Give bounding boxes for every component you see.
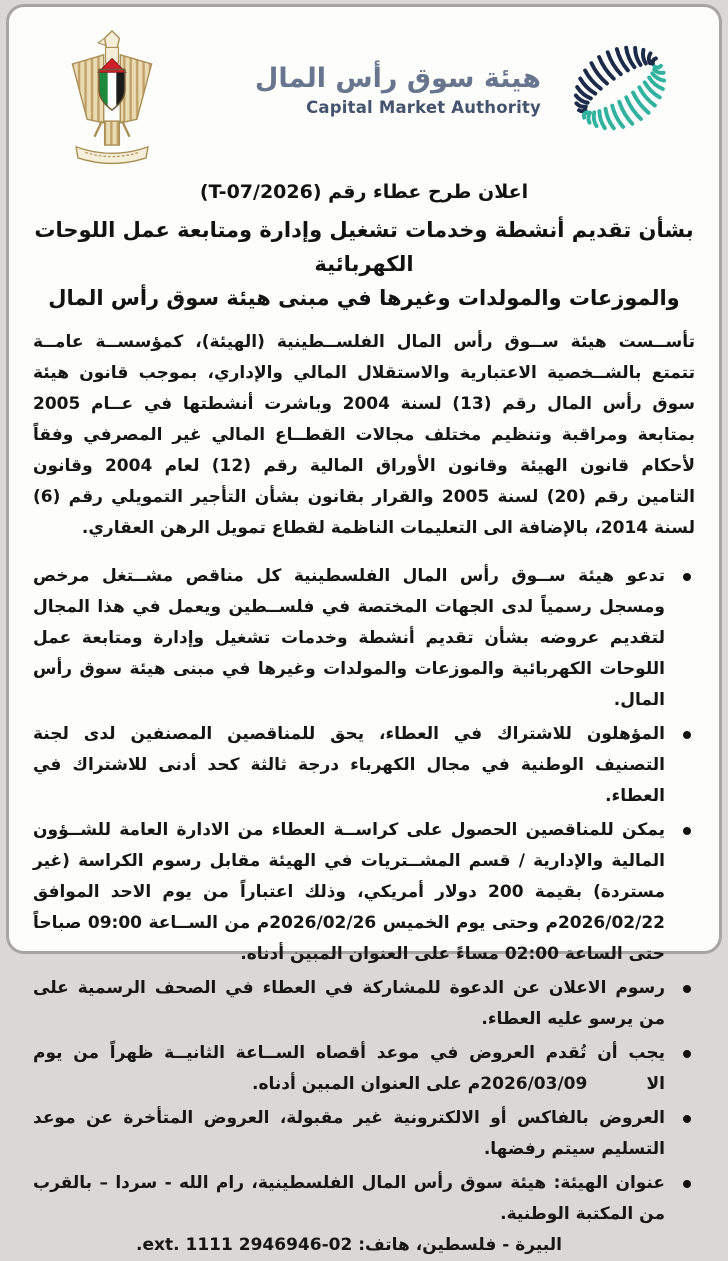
list-item: [33, 1168, 665, 1261]
bullet-icon: [683, 731, 691, 739]
list-item-text: رسوم الاعلان عن الدعوة للمشاركة في العطاء في الصحف الرسمية على من يرسو عليه العطاء.: [33, 978, 665, 1029]
tender-subject-line-1: بشأن تقديم أنشطة وخدمات تشغيل وإدارة ومتابعة عمل اللوحات الكهربائية: [34, 218, 694, 276]
tender-subject-line-2: والموزعات والمولدات وغيرها في مبنى هيئة سوق رأس المال: [48, 286, 680, 310]
cma-logo-text: [255, 62, 541, 118]
cma-eye-mark-icon: [545, 31, 695, 149]
bullet-icon: [683, 1115, 691, 1123]
tender-subject: [33, 213, 695, 315]
tender-conditions-list: [33, 561, 695, 1261]
header: [33, 21, 695, 171]
list-item-text: تدعو هيئة ســوق رأس المال الفلسطينية كل مناقص مشــتغل مرخص ومسجل رسمياً لدى الجهات المختصة في فلســطين ويعمل في هذا المجال لتقديم عروضه بشأن تقديم أنشطة وخدمات تشغيل وإدارة ومتابعة عمل اللوحات الكهربائية والموزعات والمولدات وغيرها في مبنى هيئة سوق رأس المال.: [33, 566, 665, 710]
authority-address-phone: البيرة - فلسطين، هاتف: 02-2946946 ext. 1111.: [136, 1235, 562, 1255]
list-item: [33, 815, 665, 970]
list-item: [33, 561, 665, 716]
page-title: اعلان طرح عطاء رقم (T-07/2026): [199, 181, 529, 203]
list-item-text: يمكن للمناقصين الحصول على كراســة العطاء من الادارة العامة للشــؤون المالية والإدارية / قسم المشــتريات في الهيئة مقابل رسوم الكراسة (غير مستردة) بقيمة 200 دولار أمريكي، وذلك اعتباراً من يوم الاحد الموافق 2026/02/22م وحتى يوم الخميس 2026/02/26م من الســاعة 09:00 صباحاً حتى الساعة 02:00 مساءً على العنوان المبين أدناه.: [33, 820, 665, 964]
bullet-icon: [683, 573, 691, 581]
palestine-eagle-emblem-icon: [61, 29, 163, 173]
list-item: [33, 719, 665, 812]
list-item: [33, 1038, 665, 1100]
list-item-text: يجب أن تُقدم العروض في موعد أقصاه الســاعة الثانيــة ظهراً من يوم الا 2026/03/09م على العنوان المبين أدناه.: [33, 1043, 665, 1094]
announcement-page: [6, 4, 722, 1255]
cma-logo-english-name: Capital Market Authority: [306, 97, 541, 117]
bullet-icon: [683, 827, 691, 835]
bullet-icon: [683, 1050, 691, 1058]
list-item: [33, 973, 665, 1035]
intro-paragraph: تأســست هيئة ســوق رأس المال الفلســطينية (الهيئة)، كمؤسســة عامــة تتمتع بالشــخصية الاعتبارية والاستقلال المالي والإداري، بموجب قانون هيئة سوق رأس المال رقم (13) لسنة 2004 وباشرت أنشطتها في عــام 2005 بمتابعة ومراقبة وتنظيم مختلف مجالات القطــاع المالي غير المصرفي وفقاً لأحكام قانون الهيئة وقانون الأوراق المالية رقم (12) لعام 2004 وقانون التامين رقم (20) لسنة 2005 والقرار بقانون بشأن التأجير التمويلي رقم (6) لسنة 2014، بالإضافة الى التعليمات الناظمة لقطاع تمويل الرهن العقاري.: [33, 332, 695, 538]
bullet-icon: [683, 985, 691, 993]
list-item-text: عنوان الهيئة: هيئة سوق رأس المال الفلسطينية، رام الله - سردا – بالقرب من المكتبة الوطنية.: [33, 1173, 665, 1224]
cma-logo: [255, 31, 695, 149]
cma-logo-arabic-name: هيئة سوق رأس المال: [254, 62, 541, 94]
list-item-text: المؤهلون للاشتراك في العطاء، يحق للمناقصين المصنفين لدى لجنة التصنيف الوطنية في مجال الكهرباء درجة ثالثة كحد أدنى للاشتراك في العطاء.: [33, 724, 665, 806]
bullet-icon: [683, 1180, 691, 1188]
list-item-text: العروض بالفاكس أو الالكترونية غير مقبولة، العروض المتأخرة عن موعد التسليم سيتم رفضها.: [33, 1108, 665, 1159]
list-item: [33, 1103, 665, 1165]
